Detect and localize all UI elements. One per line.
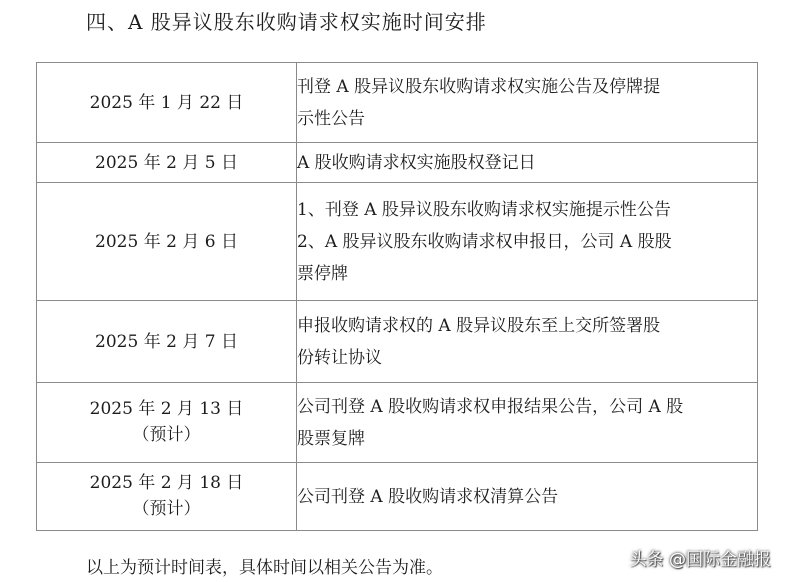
- event-text-line: 票停牌: [297, 263, 348, 284]
- event-text-line: 2、A 股异议股东收购请求权申报日，公司 A 股股: [297, 231, 672, 252]
- schedule-table: [36, 62, 758, 531]
- date-cell: [37, 301, 297, 383]
- event-cell: [297, 183, 758, 301]
- estimate-note: （预计）: [132, 424, 201, 445]
- event-text-line: 申报收购请求权的 A 股异议股东至上交所签署股: [297, 315, 661, 336]
- table-row: [37, 463, 758, 531]
- watermark: 头条 @国际金融报: [629, 550, 771, 570]
- estimate-note: （预计）: [132, 498, 201, 519]
- section-heading: 四、A 股异议股东收购请求权实施时间安排: [86, 10, 487, 34]
- event-cell: [297, 143, 758, 183]
- table-row: [37, 383, 758, 463]
- event-text-line: 份转让协议: [297, 347, 382, 368]
- event-text-line: 公司刊登 A 股收购请求权清算公告: [297, 486, 559, 507]
- date-text: 2025 年 1 月 22 日: [89, 92, 244, 113]
- date-text: 2025 年 2 月 13 日: [89, 398, 244, 419]
- date-cell: [37, 143, 297, 183]
- date-text: 2025 年 2 月 6 日: [95, 231, 238, 252]
- event-text-line: 示性公告: [297, 108, 365, 129]
- event-cell: [297, 383, 758, 463]
- event-cell: [297, 63, 758, 143]
- date-text: 2025 年 2 月 18 日: [89, 472, 244, 493]
- table-row: [37, 183, 758, 301]
- date-cell: [37, 183, 297, 301]
- table-row: [37, 301, 758, 383]
- event-text-line: 公司刊登 A 股收购请求权申报结果公告，公司 A 股: [297, 396, 684, 417]
- table-row: [37, 63, 758, 143]
- event-cell: [297, 463, 758, 531]
- table-row: [37, 143, 758, 183]
- date-cell: [37, 383, 297, 463]
- date-text: 2025 年 2 月 7 日: [95, 331, 238, 352]
- event-cell: [297, 301, 758, 383]
- date-cell: [37, 463, 297, 531]
- event-text-line: 刊登 A 股异议股东收购请求权实施公告及停牌提: [297, 76, 661, 97]
- event-text-line: 股票复牌: [297, 428, 365, 449]
- event-text-line: 1、刊登 A 股异议股东收购请求权实施提示性公告: [297, 199, 671, 220]
- footer-note: 以上为预计时间表，具体时间以相关公告为准。: [86, 558, 443, 578]
- event-text-line: A 股收购请求权实施股权登记日: [297, 152, 536, 173]
- date-cell: [37, 63, 297, 143]
- date-text: 2025 年 2 月 5 日: [95, 152, 238, 173]
